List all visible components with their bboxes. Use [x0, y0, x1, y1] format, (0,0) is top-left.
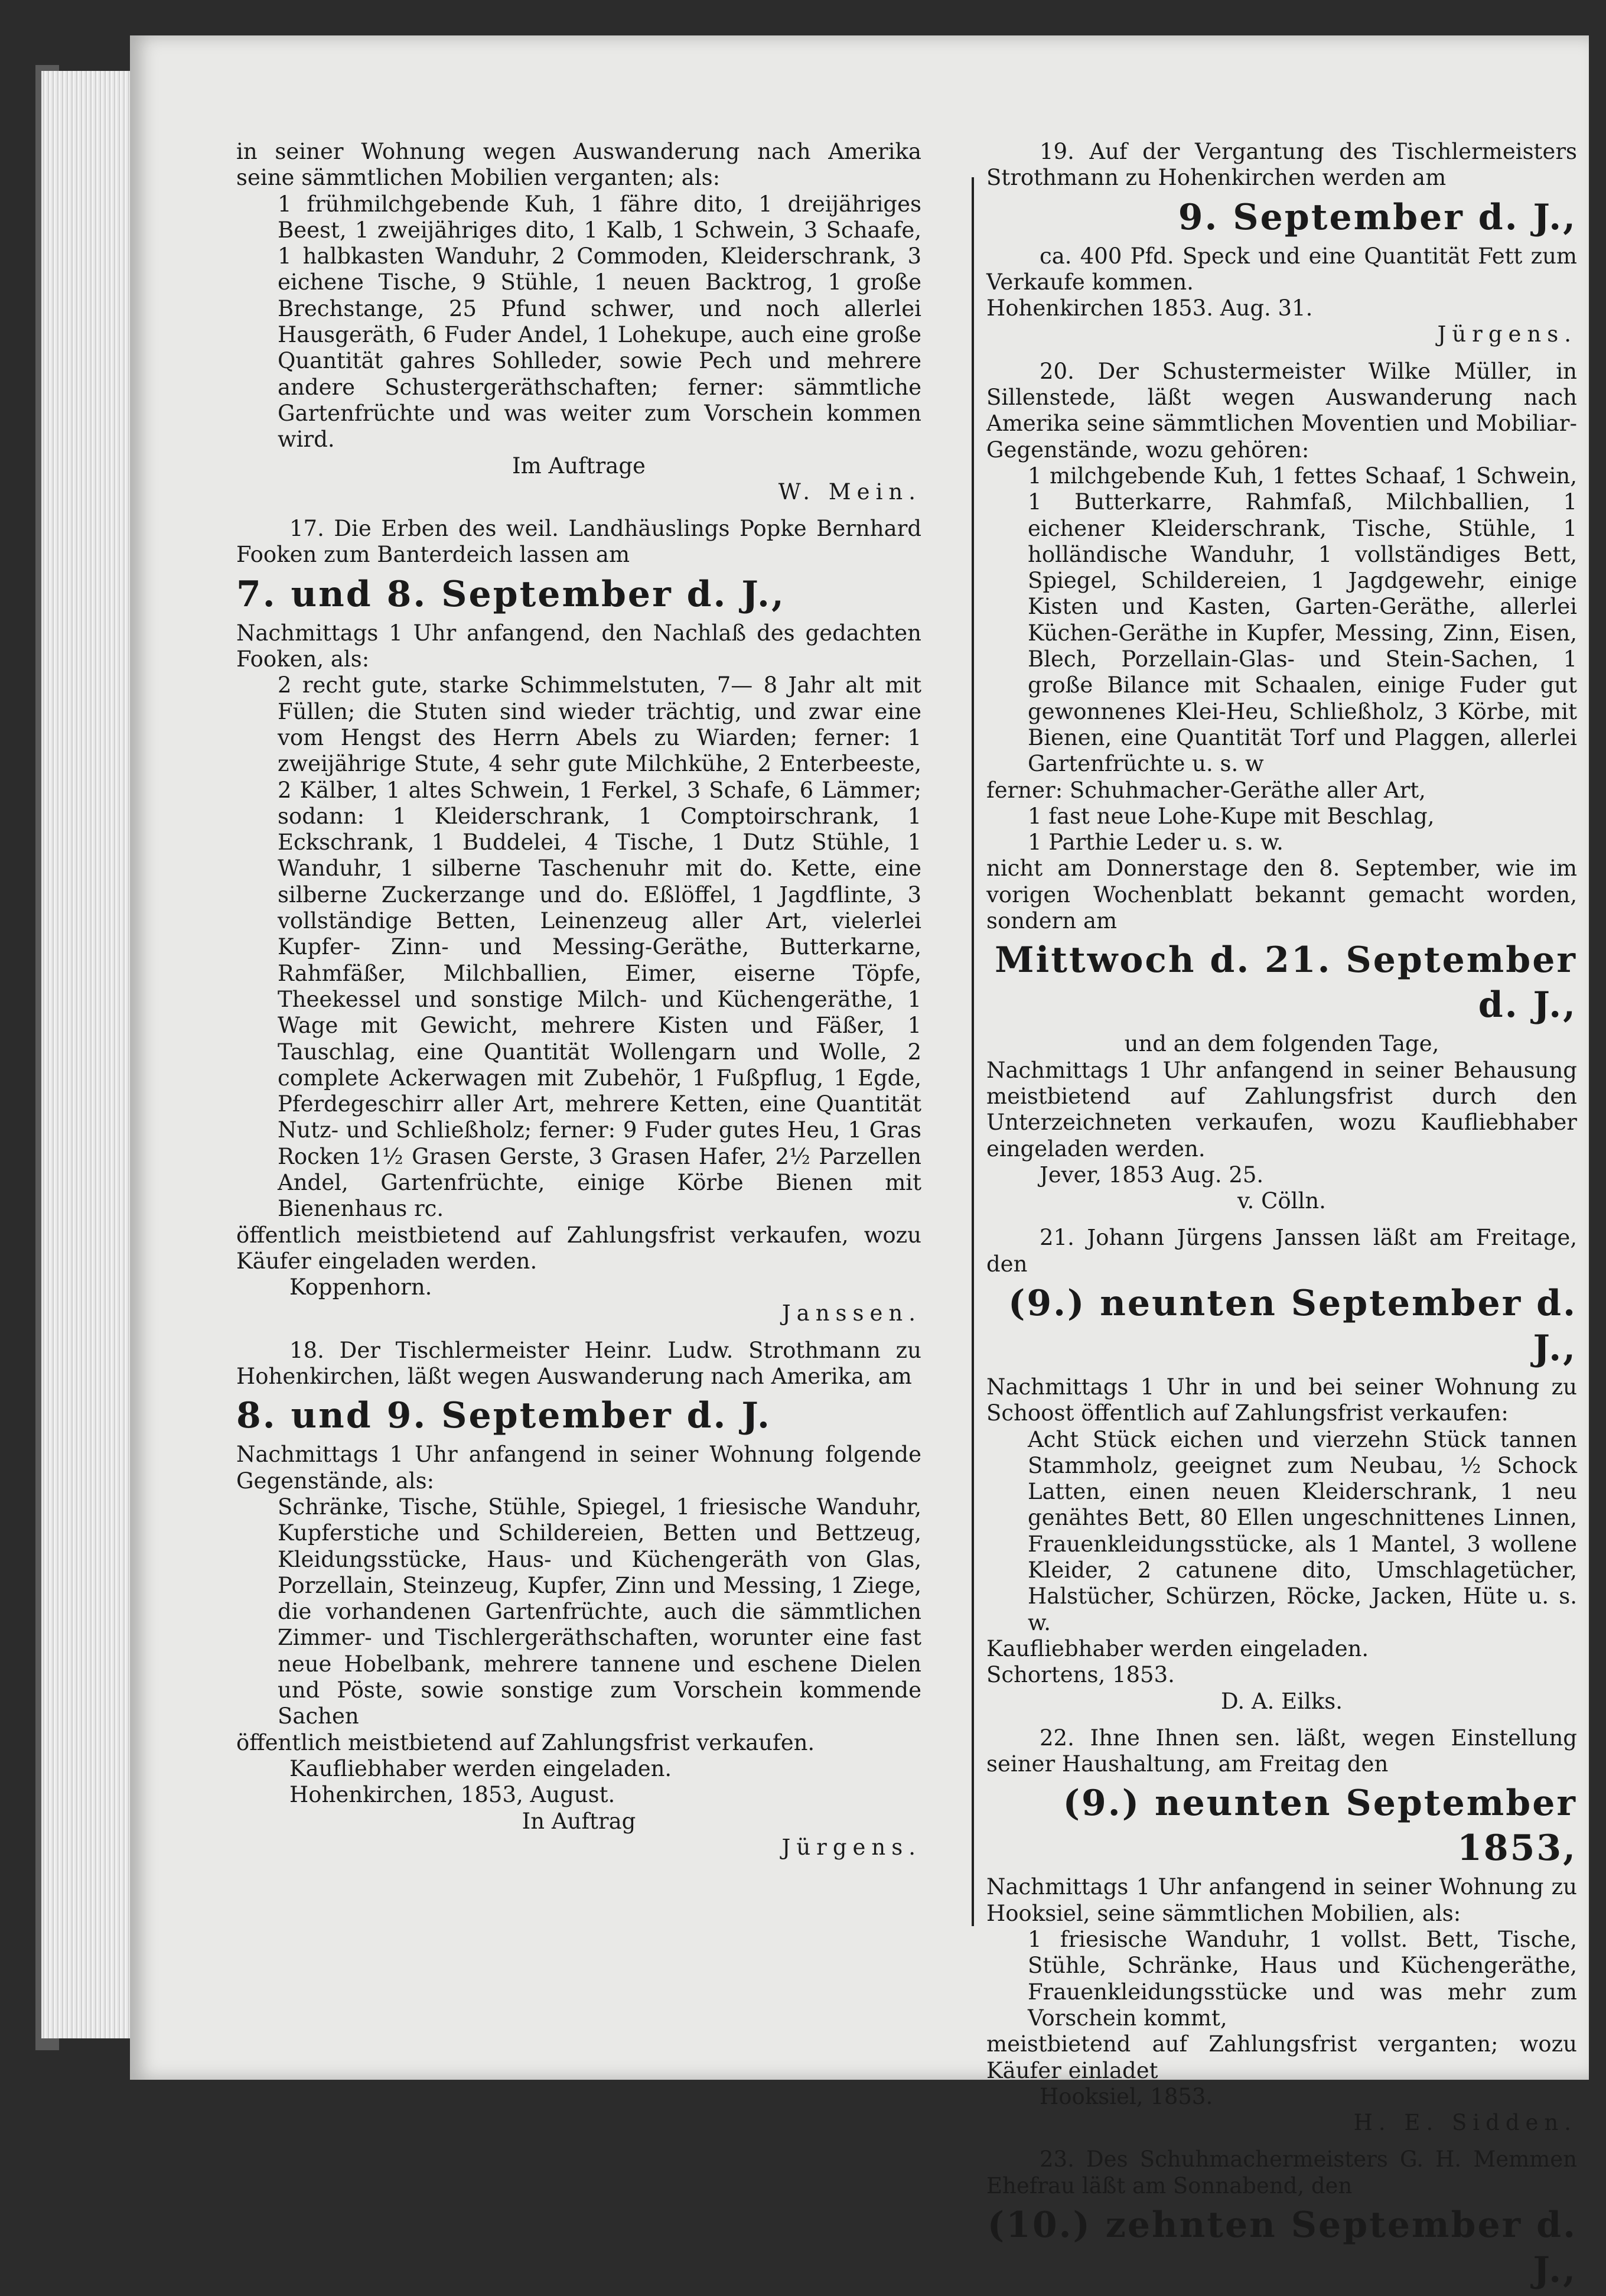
notice-22-items: 1 friesische Wanduhr, 1 vollst. Bett, Tische, Stühle, Schränke, Haus und Küchengeräthe, Frauenkleidungsstücke und was mehr zum Vorschein kommt, [1028, 1927, 1577, 2031]
notice-20-ferner: ferner: Schuhmacher-Geräthe aller Art, [986, 777, 1426, 803]
notice-19-signature: Jürgens. [1437, 321, 1577, 347]
notice-19-intro: 19. Auf der Vergantung des Tischlermeisters Strothmann zu Hohenkirchen werden am [986, 139, 1577, 191]
notice-22-signature: H. E. Sidden. [1353, 2110, 1577, 2136]
notice-16-intro: in seiner Wohnung wegen Auswanderung nach Amerika seine sämmtlichen Mobilien verganten; als: [236, 139, 921, 191]
column-divider [972, 177, 974, 1926]
notice-19-place: Hohenkirchen 1853. Aug. 31. [986, 295, 1313, 321]
left-column [236, 139, 921, 1861]
notice-16-items: 1 frühmilchgebende Kuh, 1 fähre dito, 1 dreijähriges Beest, 1 zweijähriges dito, 1 Kalb, 1 Schwein, 3 Schaafe, 1 halbkasten Wanduhr, 2 Commoden, Kleiderschrank, 3 eichene Tische, 9 Stühle, 1 neuen Backtrog, 1 große Brechstange, 25 Pfund schwer, und noch allerlei Hausgeräth, 6 Fuder Andel, 1 Lohekupe, auch eine große Quantität gahres Sohlleder, sowie Pech und mehrere andere Schustergeräthschaften; ferner: sämmtliche Gartenfrüchte und was weiter zum Vorschein kommen wird. [278, 191, 921, 453]
notice-20-items: 1 milchgebende Kuh, 1 fettes Schaaf, 1 Schwein, 1 Butterkarre, Rahmfaß, Milchballien, 1 eichener Kleiderschrank, Tische, Stühle, 1 holländische Wanduhr, 1 vollständiges Bett, Spiegel, Schildereien, 1 Jagdgewehr, einige Kisten und Kasten, Garten-Geräthe, allerlei Küchen-Geräthe in Kupfer, Messing, Zinn, Eisen, Blech, Porzellain-Glas- und Stein-Sachen, 1 große Bilance mit Schaalen, einige Fuder gut gewonnenes Klei-Heu, Schließholz, 3 Körbe, mit Bienen, eine Quantität Torf und Plaggen, allerlei Gartenfrüchte u. s. w [1028, 463, 1577, 777]
notice-20-ferner-item-1: 1 fast neue Lohe-Kupe mit Beschlag, [1028, 803, 1435, 829]
notice-17-time: Nachmittags 1 Uhr anfangend, den Nachlaß des gedachten Fooken, als: [236, 620, 921, 672]
notice-22-sale: meistbietend auf Zahlungsfrist verganten; wozu Käufer einladet [986, 2031, 1577, 2083]
notice-18-time: Nachmittags 1 Uhr anfangend in seiner Wohnung folgende Gegenstände, als: [236, 1442, 921, 1494]
notice-18-signature: Jürgens. [781, 1834, 921, 1860]
notice-21-intro: 21. Johann Jürgens Janssen läßt am Freitage, den [986, 1225, 1577, 1277]
notice-16-signature: W. Mein. [778, 479, 921, 505]
notice-18-place: Hohenkirchen, 1853, August. [289, 1782, 615, 1808]
notice-22-place: Hooksiel, 1853. [1040, 2083, 1213, 2109]
notice-22-time: Nachmittags 1 Uhr anfangend in seiner Wohnung zu Hooksiel, seine sämmtlichen Mobilien, als: [986, 1874, 1577, 1926]
notice-20-intro: 20. Der Schustermeister Wilke Müller, in Sillenstede, läßt wegen Auswanderung nach Amerika seine sämmtlichen Moventien und Mobiliar-Gegenstände, wozu gehören: [986, 358, 1577, 463]
notice-20-time: Nachmittags 1 Uhr anfangend in seiner Behausung meistbietend auf Zahlungsfrist durch den Unterzeichneten verkaufen, wozu Kaufliebhaber eingeladen werden. [986, 1057, 1577, 1162]
notice-16-auftrag: Im Auftrage [512, 453, 646, 479]
notice-17-place: Koppenhorn. [289, 1274, 432, 1300]
notice-22-intro: 22. Ihne Ihnen sen. läßt, wegen Einstellung seiner Haushaltung, am Freitag den [986, 1725, 1577, 1777]
right-column [986, 139, 1577, 2296]
notice-17-sale: öffentlich meistbietend auf Zahlungsfrist verkaufen, wozu Käufer eingeladen werden. [236, 1222, 921, 1274]
notice-20-notice: nicht am Donnerstage den 8. September, wie im vorigen Wochenblatt bekannt gemacht worden, sondern am [986, 856, 1577, 934]
notice-18-buyers: Kaufliebhaber werden eingeladen. [289, 1755, 672, 1781]
notice-20-date-heading: Mittwoch d. 21. September d. J., [995, 939, 1577, 1026]
notice-21-signature: D. A. Eilks. [1221, 1688, 1343, 1714]
notice-21-buyers: Kaufliebhaber werden eingeladen. [986, 1635, 1369, 1661]
notice-21-place: Schortens, 1853. [986, 1662, 1175, 1688]
notice-20-signature: v. Cölln. [1237, 1188, 1326, 1214]
notice-18-auftrag: In Auftrag [522, 1808, 636, 1834]
notice-17-date-heading: 7. und 8. September d. J., [236, 573, 786, 615]
notice-18-intro: 18. Der Tischlermeister Heinr. Ludw. Strothmann zu Hohenkirchen, läßt wegen Auswanderung nach Amerika, am [236, 1337, 921, 1390]
notice-20-place: Jever, 1853 Aug. 25. [1040, 1162, 1264, 1188]
notice-23-intro: 23. Des Schuhmachermeisters G. H. Memmen Ehefrau läßt am Sonnabend, den [986, 2147, 1577, 2199]
notice-22-date-heading: (9.) neunten September 1853, [1063, 1783, 1577, 1869]
notice-18-items: Schränke, Tische, Stühle, Spiegel, 1 friesische Wanduhr, Kupferstiche und Schildereien, Betten und Bettzeug, Kleidungsstücke, Haus- und Küchengeräth von Glas, Porzellain, Steinzeug, Kupfer, Zinn und Messing, 1 Ziege, die vorhandenen Gartenfrüchte, auch die sämmtlichen Zimmer- und Tischlergeräthschaften, worunter eine fast neue Hobelbank, mehrere tannene und eschene Dielen und Pöste, sowie sonstige zum Vorschein kommende Sachen [278, 1494, 921, 1729]
notice-21-items: Acht Stück eichen und vierzehn Stück tannen Stammholz, geeignet zum Neubau, ½ Schock Latten, einen neuen Kleiderschrank, 1 neu genähtes Bett, 80 Ellen ungeschnittenes Linnen, Frauenkleidungsstücke, als 1 Mantel, 3 wollene Kleider, 2 catunene dito, Umschlagetücher, Halstücher, Schürzen, Röcke, Jacken, Hüte u. s. w. [1028, 1426, 1577, 1635]
notice-23-date-heading: (10.) zehnten September d. J., [987, 2204, 1577, 2291]
notice-19-items: ca. 400 Pfd. Speck und eine Quantität Fett zum Verkaufe kommen. [986, 243, 1577, 295]
notice-18-sale: öffentlich meistbietend auf Zahlungsfrist verkaufen. [236, 1729, 815, 1755]
notice-17-intro: 17. Die Erben des weil. Landhäuslings Popke Bernhard Fooken zum Banterdeich lassen am [236, 516, 921, 568]
notice-20-ferner-item-2: 1 Parthie Leder u. s. w. [1028, 830, 1284, 856]
notice-17-items: 2 recht gute, starke Schimmelstuten, 7— 8 Jahr alt mit Füllen; die Stuten sind wieder trächtig, und zwar eine vom Hengst des Herrn Abels zu Wiarden; ferner: 1 zweijährige Stute, 4 sehr gute Milchkühe, 2 Enterbeeste, 2 Kälber, 1 altes Schwein, 1 Ferkel, 3 Schafe, 6 Lämmer; sodann: 1 Kleiderschrank, 1 Comptoirschrank, 1 Eckschrank, 1 Buddelei, 4 Tische, 1 Dutz Stühle, 1 Wanduhr, 1 silberne Taschenuhr mit do. Kette, eine silberne Zuckerzange und do. Eßlöffel, 1 Jagdflinte, 3 vollständige Betten, Leinenzeug aller Art, vielerlei Kupfer- Zinn- und Messing-Geräthe, Butterkarne, Rahmfäßer, Milchballien, Eimer, eiserne Töpfe, Theekessel und sonstige Milch- und Küchengeräthe, 1 Wage mit Gewicht, mehrere Kisten und Fäßer, 1 Tauschlag, eine Quantität Wollengarn und Wolle, 2 complete Ackerwagen mit Zubehör, 1 Fußpflug, 1 Egde, Pferdegeschirr aller Art, mehrere Ketten, eine Quantität Nutz- und Schließholz; ferner: 9 Fuder gutes Heu, 1 Gras Rocken 1½ Grasen Gerste, 3 Grasen Hafer, 2½ Parzellen Andel, Gartenfrüchte, einige Körbe Bienen mit Bienenhaus rc. [278, 672, 921, 1222]
notice-19-date-heading: 9. September d. J., [1178, 196, 1577, 238]
page-edges [41, 71, 136, 2038]
notice-21-date-heading: (9.) neunten September d. J., [1008, 1282, 1577, 1369]
notice-17-signature: Janssen. [781, 1300, 921, 1326]
notice-20-next-day: und an dem folgenden Tage, [1124, 1031, 1439, 1057]
notice-18-date-heading: 8. und 9. September d. J. [236, 1395, 771, 1437]
notice-21-time: Nachmittags 1 Uhr in und bei seiner Wohnung zu Schoost öffentlich auf Zahlungsfrist verkaufen: [986, 1374, 1577, 1426]
